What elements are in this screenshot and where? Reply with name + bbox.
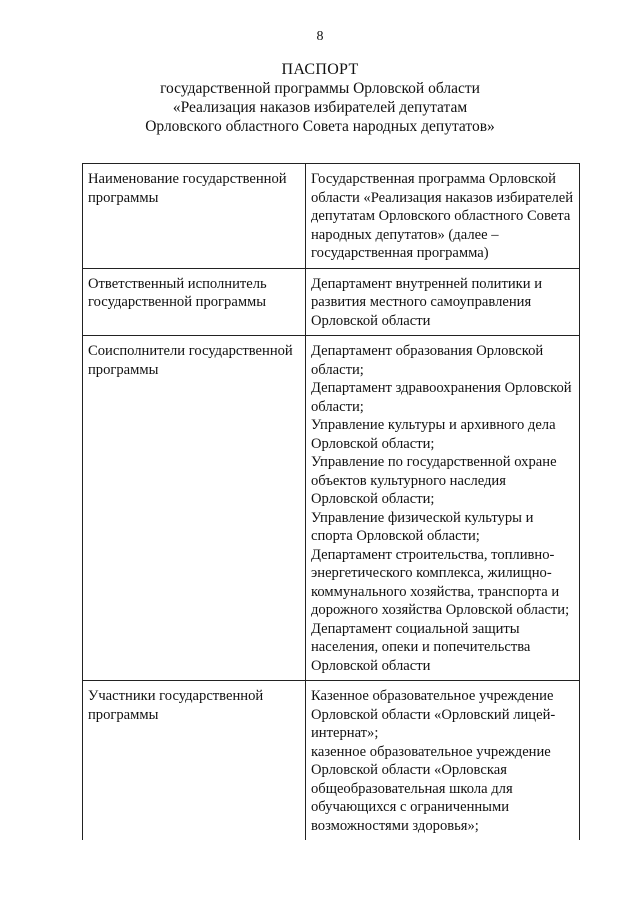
value-line: Управление физической культуры и спорта Орловской области; — [311, 509, 534, 544]
table-row-co-executors — [83, 336, 580, 681]
table-row-responsible-executor — [83, 268, 580, 336]
table-row-program-name — [83, 164, 580, 269]
value-line: Департамент здравоохранения Орловской области; — [311, 380, 572, 415]
passport-table — [82, 163, 580, 840]
page-number: 8 — [316, 29, 324, 44]
row-label: Ответственный исполнитель государственной программы — [83, 268, 306, 336]
subtitle-line-3: Орловского областного Совета народных депутатов» — [145, 118, 495, 135]
value-line: Департамент социальной защиты населения, опеки и попечительства Орловской области — [311, 620, 531, 674]
value-line: казенное образовательное учреждение Орловской области «Орловская общеобразовательная школа для обучающихся с ограниченными возможностями здоровья»; — [311, 743, 551, 834]
row-value — [306, 681, 580, 841]
document-header — [0, 60, 640, 136]
value-line: Управление по государственной охране объектов культурного наследия Орловской области; — [311, 454, 557, 507]
value-line: Управление культуры и архивного дела Орловской области; — [311, 417, 556, 452]
value-line: Департамент образования Орловской области; — [311, 343, 544, 378]
value-line: Казенное образовательное учреждение Орловской области «Орловский лицей-интернат»; — [311, 688, 556, 741]
table-row-participants — [83, 681, 580, 841]
value-line: Департамент строительства, топливно-энергетического комплекса, жилищно-коммунального хозяйства, транспорта и дорожного хозяйства Орловской области; — [311, 546, 570, 618]
row-label: Участники государственной программы — [83, 681, 306, 841]
row-label: Соисполнители государственной программы — [83, 336, 306, 681]
row-value — [306, 268, 580, 336]
subtitle-line-1: государственной программы Орловской области — [160, 80, 480, 97]
value-line: Государственная программа Орловской области «Реализация наказов избирателей депутатам Орловского областного Совета народных депутатов» (далее – государственная программа) — [311, 171, 574, 261]
subtitle-line-2: «Реализация наказов избирателей депутатам — [172, 99, 468, 116]
value-line: Департамент внутренней политики и развития местного самоуправления Орловской области — [311, 275, 543, 329]
row-value — [306, 336, 580, 681]
document-title: ПАСПОРТ — [281, 61, 359, 78]
row-label: Наименование государственной программы — [83, 164, 306, 269]
row-value — [306, 164, 580, 269]
